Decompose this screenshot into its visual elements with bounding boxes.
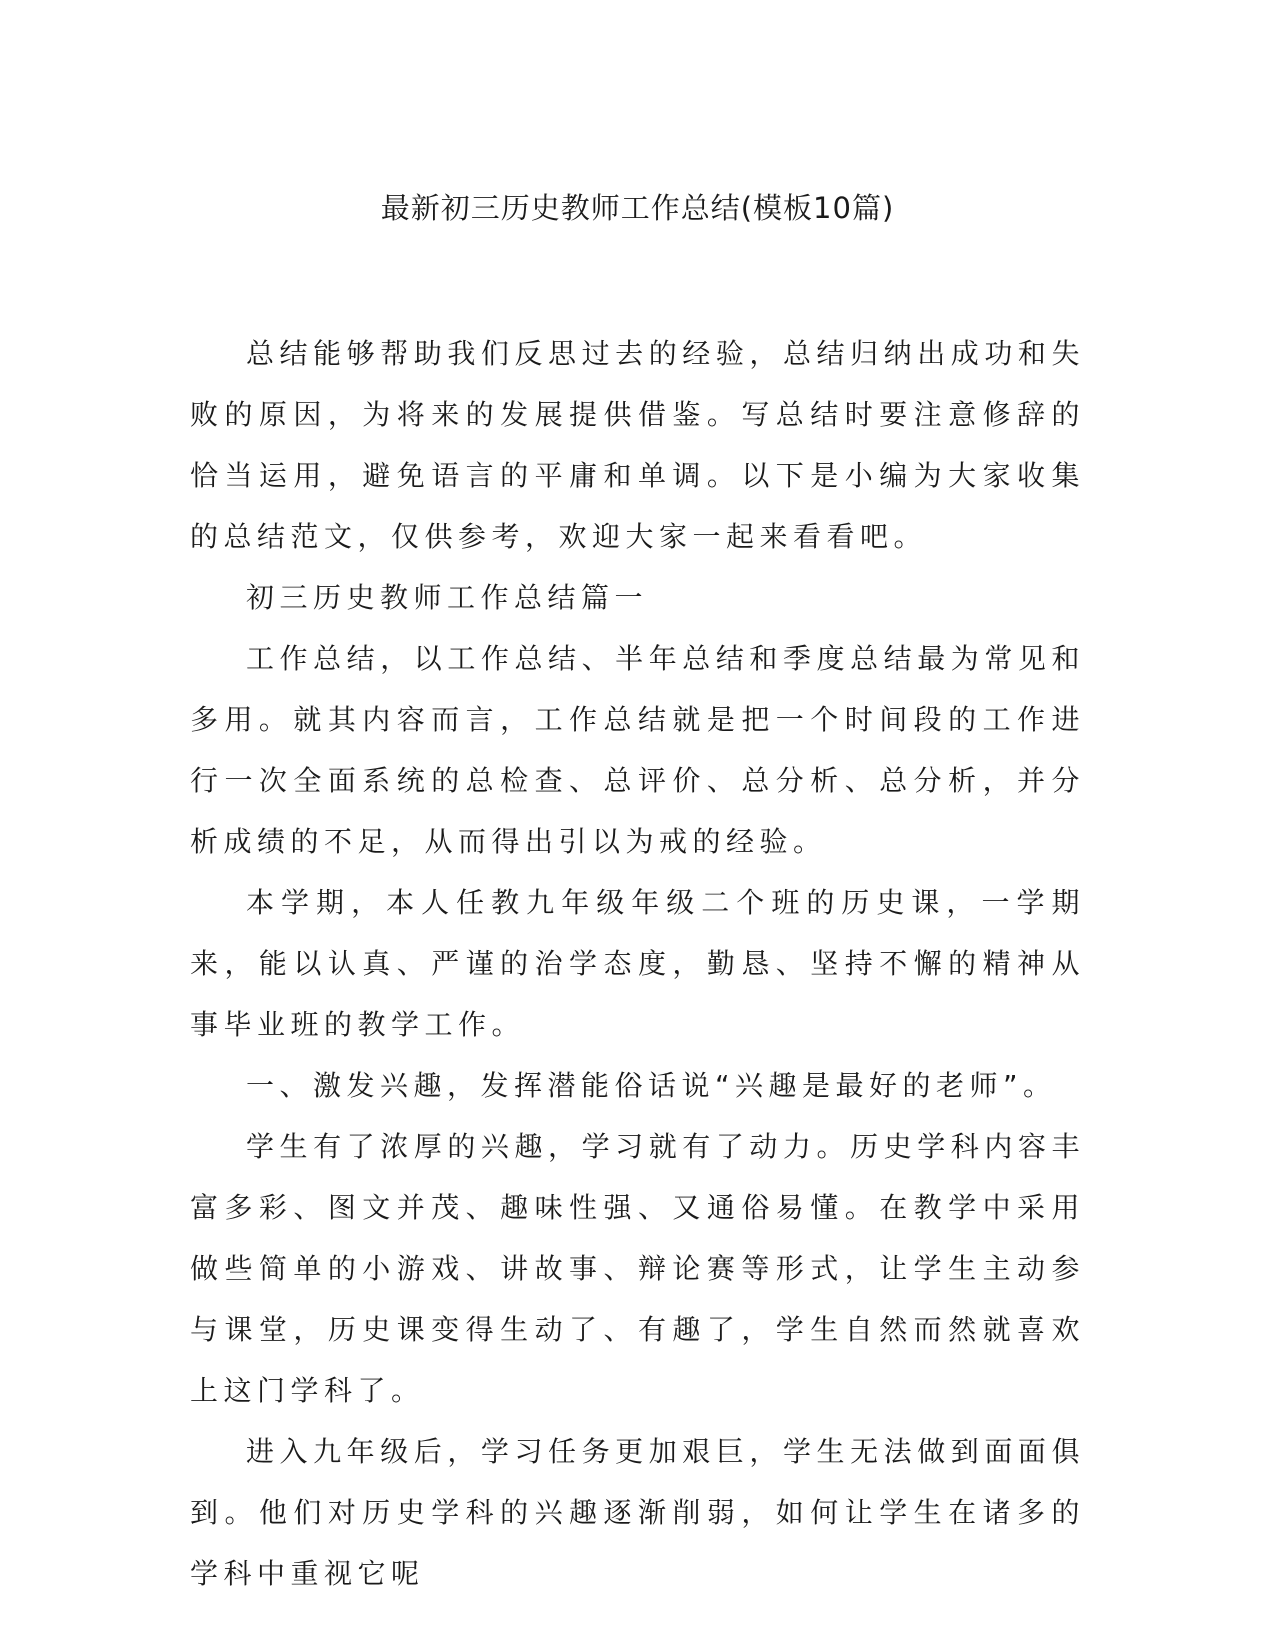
body-paragraph: 学生有了浓厚的兴趣，学习就有了动力。历史学科内容丰富多彩、图文并茂、趣味性强、又通俗易懂。在教学中采用做些简单的小游戏、讲故事、辩论赛等形式，让学生主动参与课堂，历史课变得生动了、有趣了，学生自然而然就喜欢上这门学科了。: [190, 1130, 1085, 1407]
section-heading: 初三历史教师工作总结篇一: [246, 581, 649, 614]
document-body: [190, 323, 1085, 1604]
intro-paragraph: 总结能够帮助我们反思过去的经验，总结归纳出成功和失败的原因，为将来的发展提供借鉴。写总结时要注意修辞的恰当运用，避免语言的平庸和单调。以下是小编为大家收集的总结范文，仅供参考，欢迎大家一起来看看吧。: [190, 337, 1085, 553]
body-paragraph: 工作总结，以工作总结、半年总结和季度总结最为常见和多用。就其内容而言，工作总结就是把一个时间段的工作进行一次全面系统的总检查、总评价、总分析、总分析，并分析成绩的不足，从而得出引以为戒的经验。: [190, 642, 1085, 858]
document-title: 最新初三历史教师工作总结(模板10篇): [380, 191, 895, 225]
body-paragraph: 本学期，本人任教九年级年级二个班的历史课，一学期来，能以认真、严谨的治学态度，勤恳、坚持不懈的精神从事毕业班的教学工作。: [190, 886, 1085, 1041]
subsection-heading: 一、激发兴趣，发挥潜能俗话说“兴趣是最好的老师”。: [246, 1069, 1057, 1102]
body-paragraph: 进入九年级后，学习任务更加艰巨，学生无法做到面面俱到。他们对历史学科的兴趣逐渐削弱，如何让学生在诸多的学科中重视它呢: [190, 1435, 1085, 1590]
